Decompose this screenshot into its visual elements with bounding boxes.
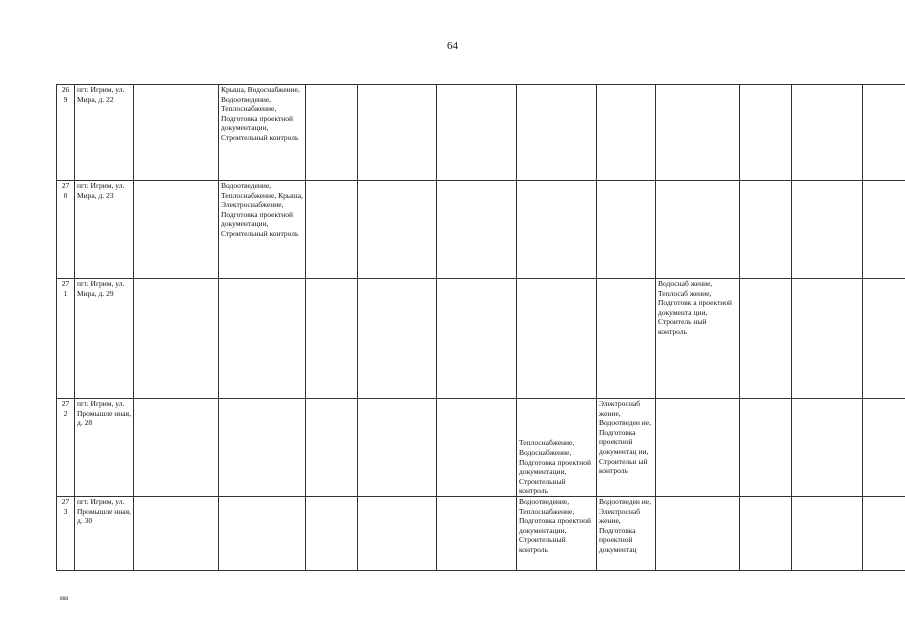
row-number: 27 1 xyxy=(57,279,75,399)
table-cell xyxy=(358,399,437,497)
table-cell xyxy=(219,497,306,571)
table-cell xyxy=(597,85,656,181)
table-cell xyxy=(792,181,863,279)
table-cell xyxy=(358,85,437,181)
table-cell xyxy=(792,279,863,399)
table-cell xyxy=(219,279,306,399)
table-cell xyxy=(792,497,863,571)
table-cell xyxy=(597,279,656,399)
table-cell xyxy=(437,399,517,497)
table-cell xyxy=(863,399,905,497)
works-list: Крыша, Водоснабжение, Водоотведение, Теплоснабжение, Подготовка проектной документации, Строительный контроль xyxy=(219,85,306,181)
table-cell xyxy=(134,279,219,399)
table-cell xyxy=(792,85,863,181)
table-cell xyxy=(656,399,740,497)
table-cell xyxy=(306,279,358,399)
table-cell xyxy=(358,181,437,279)
table-cell xyxy=(437,497,517,571)
works-list: Водоотведение, Теплоснабжение, Крыша, Электроснабжение, Подготовка проектной документации, Строительный контроль xyxy=(219,181,306,279)
table-cell xyxy=(656,85,740,181)
works-list: Водоснаб жение, Теплосаб жение, Подготовк а проектной документа ции, Строитель ный контроль xyxy=(656,279,740,399)
table-cell xyxy=(358,497,437,571)
repair-schedule-table xyxy=(56,84,905,571)
row-number: 26 9 xyxy=(57,85,75,181)
table-cell xyxy=(219,399,306,497)
row-address: пгт. Игрим, ул. Мира, д. 22 xyxy=(75,85,134,181)
works-list: Электроснаб жение, Водоотведен ие, Подготовка проектной документац ии, Строительн ый контроль xyxy=(597,399,656,497)
table-row xyxy=(57,399,905,497)
table-cell xyxy=(792,399,863,497)
page-number: 64 xyxy=(447,40,458,52)
row-address: пгт. Игрим, ул. Мира, д. 29 xyxy=(75,279,134,399)
table-cell xyxy=(306,399,358,497)
table-cell xyxy=(740,85,792,181)
table-cell xyxy=(134,399,219,497)
table-cell xyxy=(306,85,358,181)
table-row xyxy=(57,279,905,399)
table-cell xyxy=(437,85,517,181)
table-cell xyxy=(437,181,517,279)
table-cell xyxy=(863,279,905,399)
carryover-text: ии xyxy=(60,593,69,602)
table-cell xyxy=(740,181,792,279)
table-cell xyxy=(863,497,905,571)
table-cell xyxy=(740,399,792,497)
table-cell xyxy=(517,279,597,399)
row-number: 27 3 xyxy=(57,497,75,571)
works-list: Водоотведен ие, Электроснаб жение, Подготовка проектной документац xyxy=(597,497,656,571)
works-list: Теплоснабжение, Водоснабжение, Подготовка проектной документации, Строительный контроль xyxy=(517,399,597,497)
table-cell xyxy=(740,279,792,399)
table-cell xyxy=(863,181,905,279)
table-cell xyxy=(134,497,219,571)
row-address: пгт. Игрим, ул. Промышле нная, д. 28 xyxy=(75,399,134,497)
table-cell xyxy=(358,279,437,399)
table-cell xyxy=(306,497,358,571)
table-cell xyxy=(863,85,905,181)
table-cell xyxy=(306,181,358,279)
works-list: Водоотведение, Теплоснабжение, Подготовка проектной документации, Строительный контроль xyxy=(517,497,597,571)
table-cell xyxy=(134,85,219,181)
row-number: 27 0 xyxy=(57,181,75,279)
table-cell xyxy=(597,181,656,279)
table-cell xyxy=(656,181,740,279)
table-cell xyxy=(517,181,597,279)
table-cell xyxy=(517,85,597,181)
table-row xyxy=(57,85,905,181)
table-cell xyxy=(437,279,517,399)
table-row xyxy=(57,181,905,279)
table-cell xyxy=(740,497,792,571)
row-address: пгт. Игрим, ул. Мира, д. 23 xyxy=(75,181,134,279)
table-row xyxy=(57,497,905,571)
table-cell xyxy=(134,181,219,279)
row-address: пгт. Игрим, ул. Промышле нная, д. 30 xyxy=(75,497,134,571)
table-cell xyxy=(656,497,740,571)
row-number: 27 2 xyxy=(57,399,75,497)
